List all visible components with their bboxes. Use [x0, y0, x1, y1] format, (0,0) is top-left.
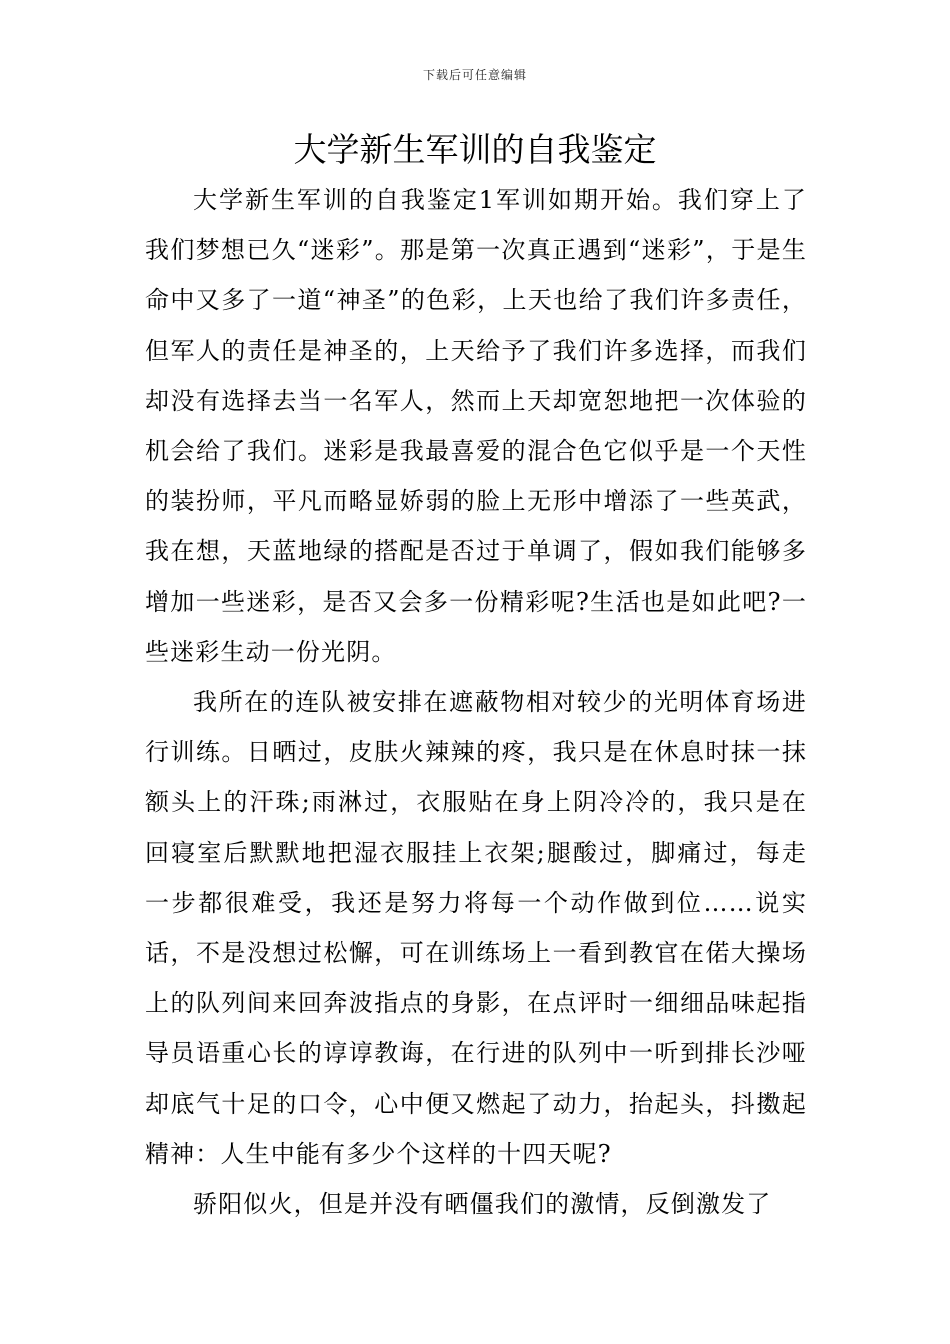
- paragraph-2: 我所在的连队被安排在遮蔽物相对较少的光明体育场进行训练。日晒过，皮肤火辣辣的疼，我只是在休息时抹一抹额头上的汗珠;雨淋过，衣服贴在身上阴冷冷的，我只是在回寝室后默默地把湿衣服挂上衣架;腿酸过，脚痛过，每走一步都很难受，我还是努力将每一个动作做到位……说实话，不是没想过松懈，可在训练场上一看到教官在偌大操场上的队列间来回奔波指点的身影，在点评时一细细品味起指导员语重心长的谆谆教诲，在行进的队列中一听到排长沙哑却底气十足的口令，心中便又燃起了动力，抬起头，抖擞起精神：人生中能有多少个这样的十四天呢?: [145, 688, 807, 1168]
- document-body: [145, 175, 807, 1229]
- paragraph-1: 大学新生军训的自我鉴定1军训如期开始。我们穿上了我们梦想已久“迷彩”。那是第一次真正遇到“迷彩”，于是生命中又多了一道“神圣”的色彩，上天也给了我们许多责任，但军人的责任是神圣的，上天给予了我们许多选择，而我们却没有选择去当一名军人，然而上天却宽恕地把一次体验的机会给了我们。迷彩是我最喜爱的混合色它似乎是一个天性的装扮师，平凡而略显娇弱的脸上无形中增添了一些英武，我在想，天蓝地绿的搭配是否过于单调了，假如我们能够多增加一些迷彩，是否又会多一份精彩呢?生活也是如此吧?一些迷彩生动一份光阴。: [145, 186, 807, 666]
- document-title: 大学新生军训的自我鉴定: [293, 130, 657, 169]
- header-note: 下载后可任意编辑: [422, 68, 527, 82]
- paragraph-3: 骄阳似火，但是并没有晒僵我们的激情，反倒激发了: [193, 1190, 772, 1219]
